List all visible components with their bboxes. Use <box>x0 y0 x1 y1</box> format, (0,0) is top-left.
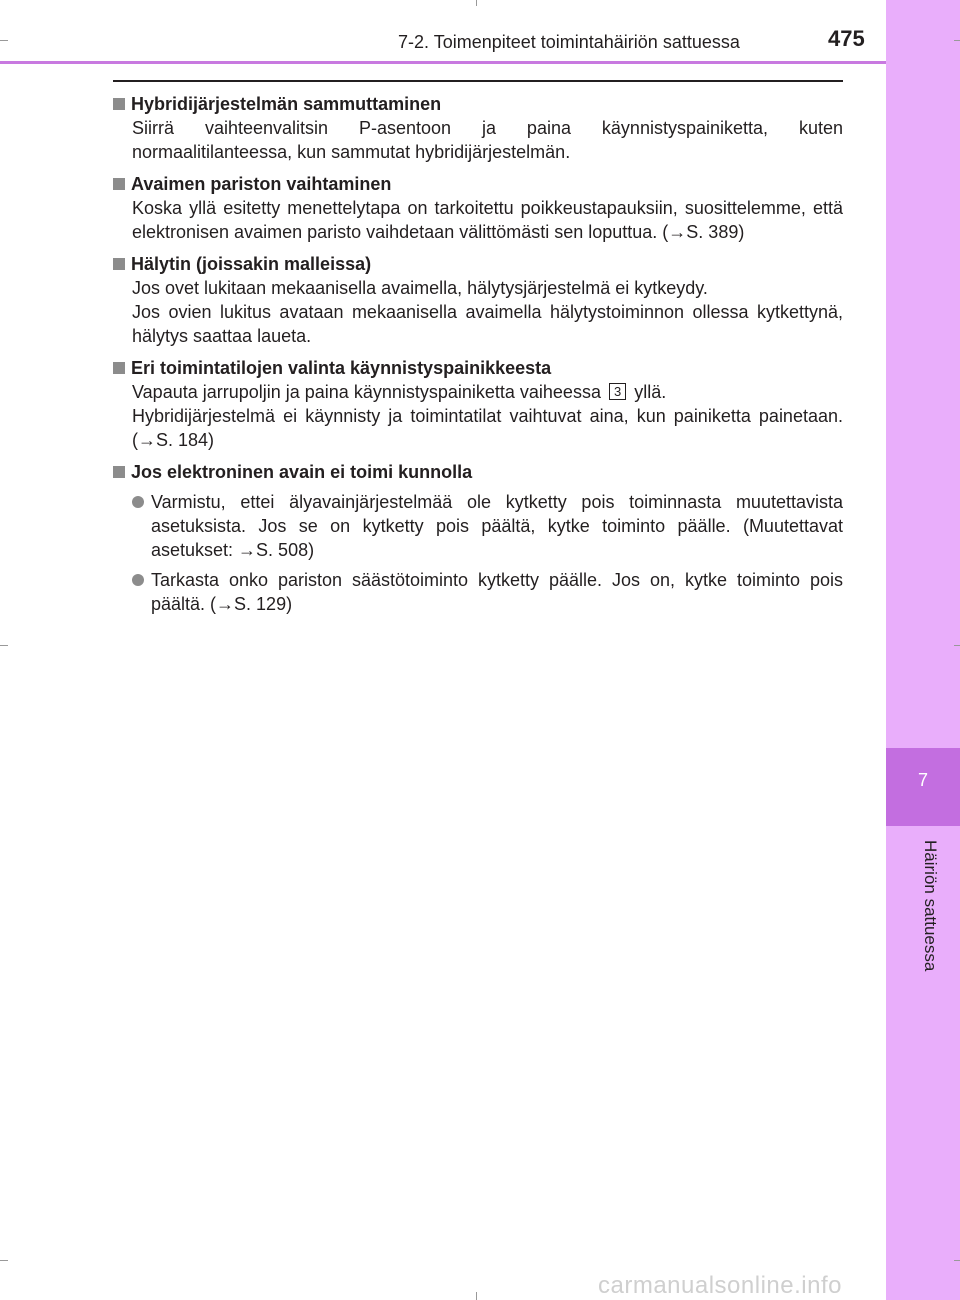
section-key-battery <box>113 172 843 244</box>
paragraph <box>132 380 843 404</box>
paragraph: Siirrä vaihteenvalitsin P-asentoon ja paina käynnistyspainiketta, kuten normaalitilanteessa, kun sammutat hybridijärjestelmän. <box>132 118 843 162</box>
crop-mark <box>0 645 8 646</box>
section-modes <box>113 356 843 452</box>
heading-text: Eri toimintatilojen valinta käynnistyspainikkeesta <box>131 358 552 378</box>
heading-text: Hälytin (joissakin malleissa) <box>131 254 372 274</box>
section-heading <box>113 252 843 276</box>
heading-text: Hybridijärjestelmän sammuttaminen <box>131 94 442 114</box>
section-heading <box>113 92 843 116</box>
chapter-label: Häiriön sattuessa <box>921 840 940 972</box>
section-alarm <box>113 252 843 348</box>
square-bullet-icon <box>113 98 125 110</box>
list-item-text: Tarkasta onko pariston säästötoiminto kytketty päälle. Jos on, kytke toiminto pois päältä. (→S. 129) <box>151 570 843 614</box>
round-bullet-icon <box>132 496 144 508</box>
square-bullet-icon <box>113 178 125 190</box>
paragraph: Koska yllä esitetty menettelytapa on tarkoitettu poikkeustapauksiin, suosittelemme, että elektronisen avaimen paristo vaihdetaan välittömästi sen loputtua. (→S. 389) <box>132 198 843 242</box>
crop-mark <box>476 0 477 6</box>
section-heading <box>113 172 843 196</box>
header-rule <box>0 61 886 64</box>
round-bullet-icon <box>132 574 144 586</box>
paragraph-text: yllä. <box>634 382 667 402</box>
section-stop-hybrid <box>113 92 843 164</box>
paragraph: Jos ovien lukitus avataan mekaanisella avaimella hälytystoiminnon ollessa kytkettynä, hälytys saattaa laueta. <box>132 302 843 346</box>
list-item <box>132 490 843 562</box>
chapter-number: 7 <box>917 770 928 790</box>
square-bullet-icon <box>113 258 125 270</box>
crop-mark <box>954 645 960 646</box>
watermark: carmanualsonline.info <box>598 1272 842 1299</box>
side-tab <box>886 0 960 1300</box>
section-heading <box>113 460 843 484</box>
list-item-text: Varmistu, ettei älyavainjärjestelmää ole kytketty pois toiminnasta muutettavista asetuksista. Jos se on kytketty pois päältä, kytke toiminto päälle. (Muutettavat asetukset: →S. 508) <box>151 492 843 560</box>
crop-mark <box>0 40 8 41</box>
paragraph: Jos ovet lukitaan mekaanisella avaimella, hälytysjärjestelmä ei kytkeydy. <box>132 278 708 298</box>
step-number-badge: 3 <box>609 383 626 400</box>
section-key-malfunction <box>113 460 843 616</box>
page-content <box>113 92 843 624</box>
chapter-box <box>886 748 960 826</box>
crop-mark <box>954 1260 960 1261</box>
square-bullet-icon <box>113 362 125 374</box>
crop-mark <box>0 1260 8 1261</box>
content-rule <box>113 80 843 82</box>
page-number: 475 <box>828 26 865 51</box>
heading-text: Avaimen pariston vaihtaminen <box>131 174 392 194</box>
square-bullet-icon <box>113 466 125 478</box>
list-item <box>132 568 843 616</box>
paragraph-text: Vapauta jarrupoljin ja paina käynnistyspainiketta vaiheessa <box>132 382 601 402</box>
paragraph: Hybridijärjestelmä ei käynnisty ja toimintatilat vaihtuvat aina, kun painiketta painetaan. (→S. 184) <box>132 406 843 450</box>
section-heading <box>113 356 843 380</box>
crop-mark <box>954 40 960 41</box>
page-header <box>0 0 886 62</box>
heading-text: Jos elektroninen avain ei toimi kunnolla <box>131 462 473 482</box>
header-title: 7-2. Toimenpiteet toimintahäiriön sattuessa <box>398 32 740 52</box>
crop-mark <box>476 1292 477 1300</box>
